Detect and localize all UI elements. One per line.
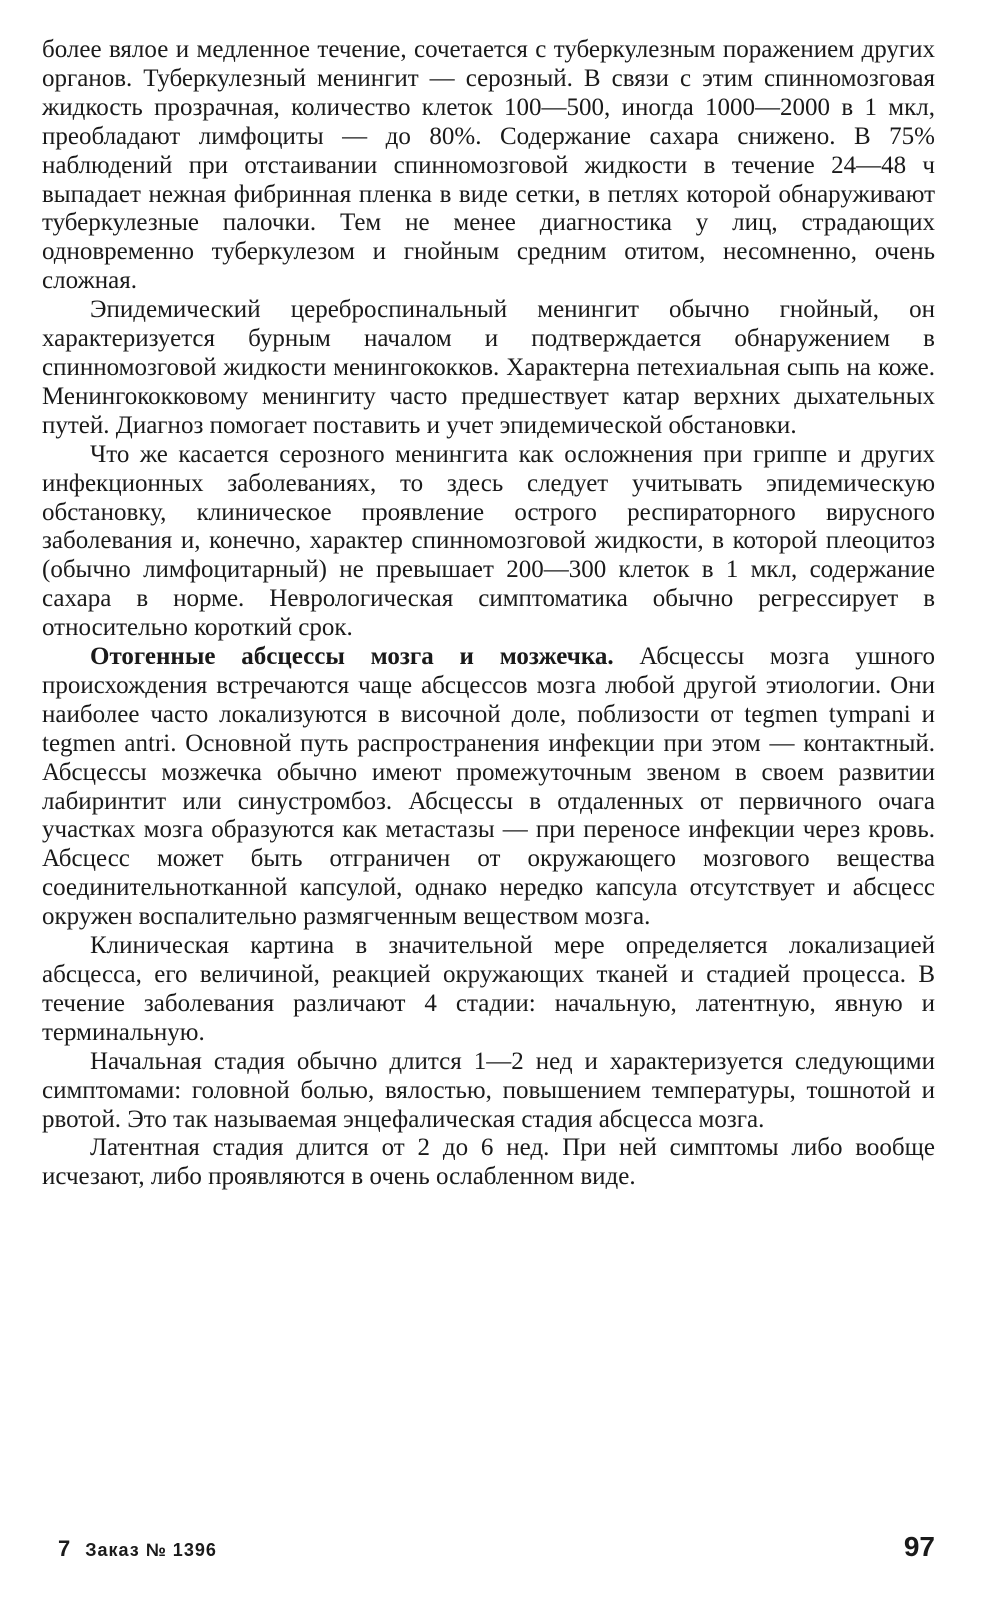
signature-number: 7 (58, 1536, 72, 1561)
page-number: 97 (903, 1531, 935, 1562)
signature-text: Заказ № 1396 (85, 1540, 217, 1560)
paragraph-text: более вялое и медленное течение, сочетается с туберкулезным поражением других органов. Туберкулезный менингит — серозный. В связи с этим спинномозговая жидкость прозрачная, количество клеток 100—500, иногда 1000—2000 в 1 мкл, преобладают лимфоциты — до 80%. Содержание сахара снижено. В 75% наблюдений при отстаивании спинномозговой жидкости в течение 24—48 ч выпадает нежная фибринная пленка в виде сетки, в петлях которой обнаруживают туберкулезные палочки. Тем не менее диагностика у лиц, страдающих одновременно туберкулезом и гнойным средним отитом, несомненно, очень сложная. (42, 36, 935, 295)
book-page (42, 36, 935, 1566)
page-footer (42, 1531, 935, 1571)
paragraph-text: Латентная стадия длится от 2 до 6 нед. При ней симптомы либо вообще исчезают, либо проявляются в очень ослабленном виде. (42, 1134, 935, 1191)
paragraph-epidemic-meningitis (42, 296, 935, 441)
paragraph-clinical-picture (42, 932, 935, 1048)
paragraph-tuberculous-meningitis (42, 36, 935, 296)
paragraph-otogenic-abscesses (42, 643, 935, 932)
section-heading: Отогенные абсцессы мозга и мозжечка. (90, 643, 614, 671)
paragraph-text: Что же касается серозного менингита как осложнения при гриппе и других инфекционных заболеваниях, то здесь следует учитывать эпидемическую обстановку, клиническое проявление острого респираторного вирусного заболевания и, конечно, характер спинномозговой жидкости, в которой плеоцитоз (обычно лимфоцитарный) не превышает 200—300 клеток в 1 мкл, содержание сахара в норме. Неврологическая симптоматика обычно регрессирует в относительно короткий срок. (42, 440, 935, 642)
paragraph-text: Эпидемический цереброспинальный менингит обычно гнойный, он характеризуется бурным началом и подтверждается обнаружением в спинномозговой жидкости менингококков. Характерна петехиальная сыпь на коже. Менингококковому менингиту часто предшествует катар верхних дыхательных путей. Диагноз помогает поставить и учет эпидемической обстановки. (42, 296, 935, 439)
paragraph-text: Абсцессы мозга ушного происхождения встречаются чаще абсцессов мозга любой другой этиологии. Они наиболее часто локализуются в височной доле, поблизости от tegmen tympani и tegmen antri. Основной путь распространения инфекции при этом — контактный. Абсцессы мозжечка обычно имеют промежуточным звеном в своем развитии лабиринтит или синустромбоз. Абсцессы в отдаленных от первичного очага участках мозга образуются как метастазы — при переносе инфекции через кровь. Абсцесс может быть отграничен от окружающего мозгового вещества соединительнотканной капсулой, однако нередко капсула отсутствует и абсцесс окружен воспалительно размягченным веществом мозга. (42, 643, 935, 931)
paragraph-text: Клиническая картина в значительной мере определяется локализацией абсцесса, его величиной, реакцией окружающих тканей и стадией процесса. В течение заболевания различают 4 стадии: начальную, латентную, явную и терминальную. (42, 932, 935, 1046)
paragraph-text: Начальная стадия обычно длится 1—2 нед и характеризуется следующими симптомами: головной болью, вялостью, повышением температуры, тошнотой и рвотой. Это так называемая энцефалическая стадия абсцесса мозга. (42, 1047, 935, 1133)
paragraph-serous-meningitis (42, 441, 935, 643)
print-signature (42, 1536, 217, 1562)
paragraph-initial-stage (42, 1048, 935, 1135)
paragraph-latent-stage (42, 1134, 935, 1192)
body-text (42, 36, 935, 1192)
